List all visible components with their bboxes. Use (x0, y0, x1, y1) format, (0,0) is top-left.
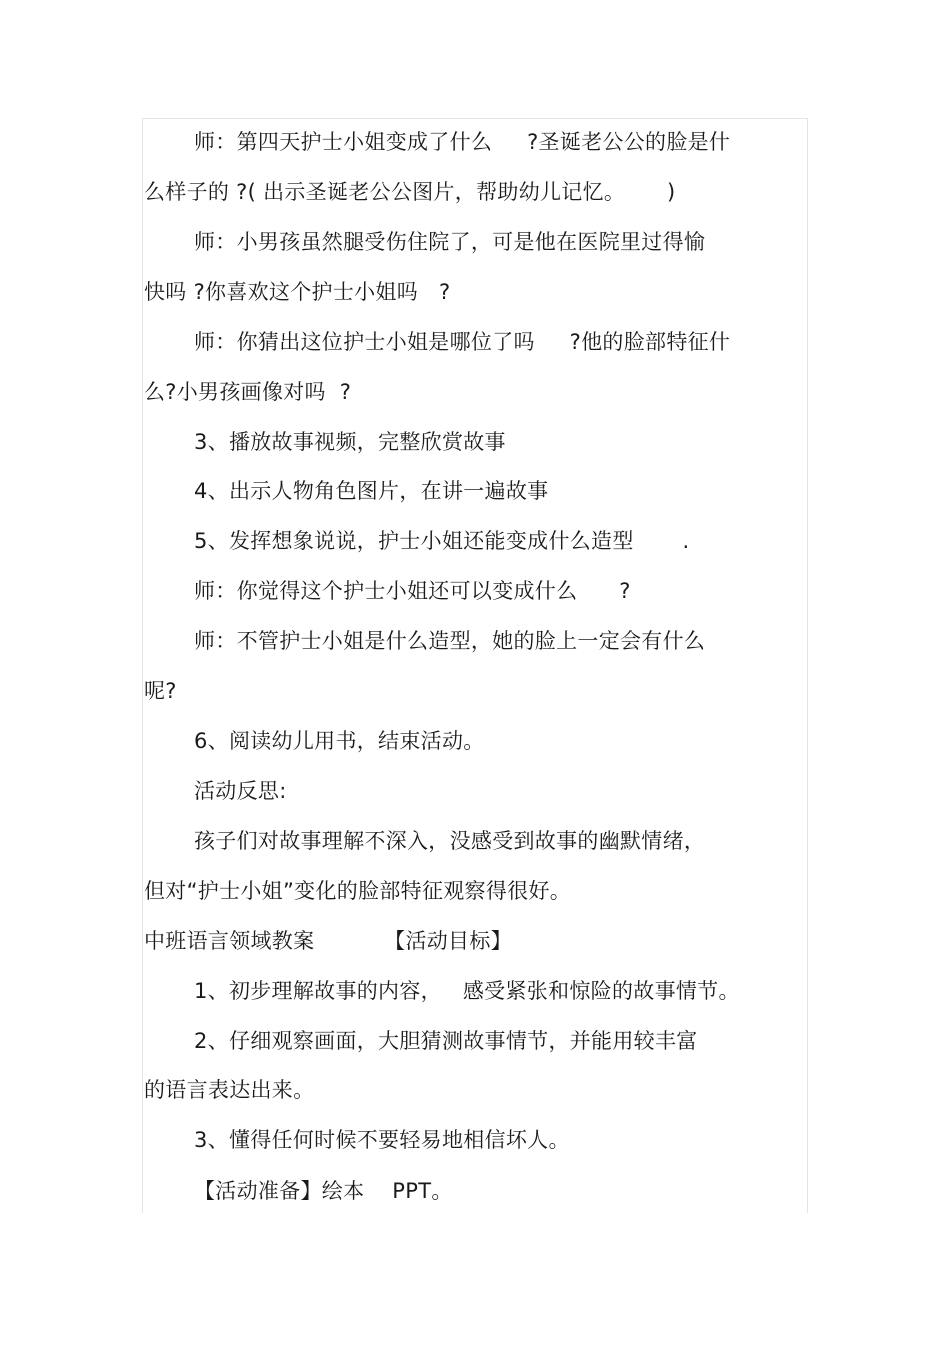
paragraph-line: 的语言表达出来。 (144, 1078, 315, 1102)
paragraph-line: 师：不管护士小姐是什么造型，她的脸上一定会有什么 (194, 629, 706, 653)
paragraph-line: 快吗 ?你喜欢这个护士小姐吗 ? (144, 280, 451, 304)
section-heading: 活动反思: (194, 779, 287, 803)
paragraph-line: 师：小男孩虽然腿受伤住院了，可是他在医院里过得愉 (194, 230, 706, 254)
paragraph-line: 但对“护士小姐”变化的脸部特征观察得很好。 (144, 879, 572, 903)
list-item: 6、阅读幼儿用书，结束活动。 (194, 729, 485, 753)
paragraph-line: 么样子的 ?( 出示圣诞老公公图片，帮助幼儿记忆。 ) (144, 180, 676, 204)
list-item: 5、发挥想象说说，护士小姐还能变成什么造型 . (194, 529, 690, 553)
section-heading: 【活动准备】绘本 PPT。 (194, 1179, 453, 1203)
paragraph-line: 师：第四天护士小姐变成了什么 ?圣诞老公公的脸是什 (194, 130, 731, 154)
list-item: 3、懂得任何时候不要轻易地相信坏人。 (194, 1128, 570, 1152)
list-item: 2、仔细观察画面，大胆猜测故事情节，并能用较丰富 (194, 1029, 698, 1053)
list-item: 1、初步理解故事的内容， 感受紧张和惊险的故事情节。 (194, 979, 740, 1003)
paragraph-line: 么?小男孩画像对吗 ? (144, 380, 352, 404)
paragraph-line: 师：你觉得这个护士小姐还可以变成什么 ? (194, 579, 631, 603)
paragraph-line: 呢? (144, 679, 177, 703)
list-item: 3、播放故事视频，完整欣赏故事 (194, 430, 506, 454)
section-title: 中班语言领域教案 【活动目标】 (144, 929, 512, 953)
paragraph-line: 孩子们对故事理解不深入，没感受到故事的幽默情绪， (194, 829, 706, 853)
paragraph-line: 师：你猜出这位护士小姐是哪位了吗 ?他的脸部特征什 (194, 330, 731, 354)
list-item: 4、出示人物角色图片，在讲一遍故事 (194, 479, 549, 503)
